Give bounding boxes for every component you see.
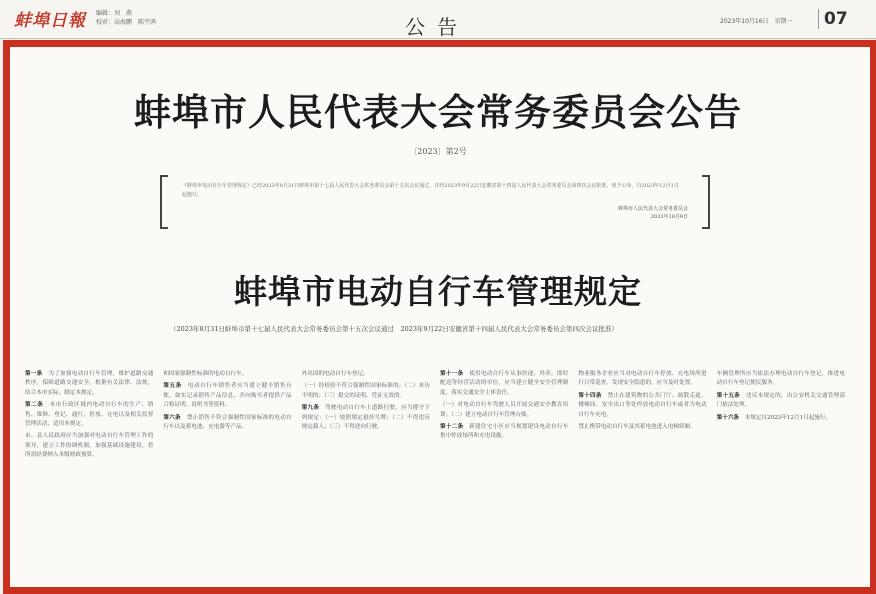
announcement-title: 蚌埠市人民代表大会常务委员会公告 bbox=[134, 90, 742, 134]
editor-credits bbox=[96, 9, 156, 27]
article-text: 禁止销售不符合强制性国家标准的电动自行车以及蓄电池、充电器等产品。 bbox=[163, 414, 292, 431]
regulation-paragraph bbox=[25, 370, 153, 398]
regulation-paragraph bbox=[440, 370, 568, 398]
regulation-paragraph bbox=[163, 382, 291, 410]
article-text: （一）经检验不符合强制性国家标准的；（二）来历不明的；（三）提交的证明、凭证无效的。 bbox=[301, 383, 430, 399]
article-number: 第二条 bbox=[25, 402, 50, 409]
regulation-paragraph bbox=[25, 432, 153, 460]
article-text: 车辆管理所应当依法办理电动自行车登记，推进电动自行车登记便民服务。 bbox=[716, 371, 845, 387]
regulation-column bbox=[578, 370, 706, 570]
regulation-paragraph bbox=[440, 401, 568, 420]
article-text: 市、县人民政府应当加强对电动自行车管理工作的领导，建立工作协调机制，加强基础设施建设，将所需经费纳入本级财政预算。 bbox=[25, 433, 154, 459]
article-text: 驾驶电动自行车上道路行驶，应当遵守下列规定：（一）按照规定悬挂号牌；（二）不得违反规定载人；（三）不得逆向行驶。 bbox=[301, 405, 430, 431]
article-number: 第五条 bbox=[163, 383, 188, 390]
regulation-paragraph bbox=[440, 423, 568, 442]
regulation-paragraph bbox=[578, 423, 706, 432]
regulation-paragraph bbox=[578, 370, 706, 389]
article-number: 第十六条 bbox=[716, 414, 745, 421]
regulation-paragraph bbox=[25, 401, 153, 429]
announcement-number: 〔2023〕第2号 bbox=[409, 147, 467, 156]
article-text: 禁止携带电动自行车及其蓄电池进入电梯轿厢。 bbox=[578, 424, 696, 431]
bracket-left bbox=[160, 175, 168, 229]
article-text: 本市行政区域内电动自行车的生产、销售、维修、登记、通行、停放、充电以及相关监督管理活动，适用本规定。 bbox=[25, 402, 154, 428]
announcement-signer: 蚌埠市人民代表大会常务委员会 bbox=[617, 206, 688, 212]
regulation-paragraph bbox=[302, 382, 430, 401]
article-number: 第十一条 bbox=[439, 371, 470, 377]
article-number: 第六条 bbox=[163, 414, 187, 421]
page-number: 07 bbox=[818, 9, 848, 29]
article-text: 禁止在建筑物的公共门厅、疏散走道、楼梯间、安全出口等处停放电动自行车或者为电动自行车充电。 bbox=[578, 392, 707, 418]
regulation-column bbox=[25, 370, 153, 570]
article-text: 为了加强电动自行车管理，维护道路交通秩序，保障道路交通安全，根据有关法律、法规，结合本市实际，制定本规定。 bbox=[25, 371, 154, 396]
editor-line: 编辑：刘 燕 bbox=[96, 10, 133, 17]
article-text: 电动自行车销售者应当建立健全销售台账，如实记录销售产品信息，并向购买者提供产品合格证明、说明书等资料。 bbox=[163, 383, 292, 409]
issue-date: 2023年10月16日 星期一 bbox=[720, 18, 793, 25]
regulation-paragraph bbox=[163, 370, 291, 379]
announcement-sign-date: 2023年10月9日 bbox=[650, 214, 688, 220]
article-text: 和国家强制性标准的电动自行车。 bbox=[163, 371, 248, 377]
proof-line: 校对：高海鹏 陈宇鸿 bbox=[96, 19, 157, 26]
article-number: 第十四条 bbox=[578, 392, 608, 399]
regulation-column bbox=[717, 370, 845, 570]
regulation-title: 蚌埠市电动自行车管理规定 bbox=[234, 272, 642, 311]
announcement-body: 《蚌埠市电动自行车管理规定》已经2023年8月31日蚌埠市第十七届人民代表大会常务委员会第十五次会议通过，并经2023年9月22日安徽省第十四届人民代表大会常务委员会第四次会议批准，现予公布，自2023年12月1日起施行。 bbox=[182, 183, 679, 198]
regulation-paragraph bbox=[717, 392, 845, 411]
article-number: 第十二条 bbox=[439, 424, 470, 431]
announcement-signature bbox=[618, 205, 688, 221]
regulation-body bbox=[25, 370, 845, 570]
article-text: 使用电动自行车从事快递、外卖、即时配送等经营活动的单位，应当建立健全安全管理制度，落实交通安全主体责任。 bbox=[439, 371, 569, 396]
newspaper-masthead bbox=[0, 0, 876, 39]
regulation-paragraph bbox=[302, 370, 430, 379]
article-text: 违反本规定的，由公安机关交通管理部门依法处理。 bbox=[716, 392, 845, 409]
article-text: 本规定自2023年12月1日起施行。 bbox=[744, 414, 832, 421]
article-number: 第九条 bbox=[301, 405, 326, 412]
bracket-right bbox=[702, 175, 710, 229]
regulation-paragraph bbox=[302, 404, 430, 432]
newspaper-logo: 蚌埠日報 bbox=[14, 11, 86, 31]
article-text: 新建住宅小区应当规划建设电动自行车集中停放场所和充电设施。 bbox=[439, 424, 569, 440]
regulation-column bbox=[440, 370, 568, 570]
announcement-box bbox=[160, 175, 710, 225]
article-number: 第十五条 bbox=[716, 392, 746, 399]
regulation-adoption-note: （2023年8月31日蚌埠市第十七届人民代表大会常务委员会第十五次会议通过 2023年9月22日安徽省第十四届人民代表大会常务委员会第四次会议批准） bbox=[170, 325, 618, 333]
regulation-paragraph bbox=[717, 414, 845, 423]
regulation-paragraph bbox=[717, 370, 845, 389]
regulation-column bbox=[302, 370, 430, 570]
regulation-column bbox=[163, 370, 291, 570]
article-text: 物业服务企业应当对电动自行车停放、充电场所进行日常巡查，发现安全隐患的，应当及时处置。 bbox=[578, 371, 707, 387]
article-text: （一）对电动自行车驾驶人员开展交通安全教育培训；（二）建立电动自行车管理台账。 bbox=[439, 402, 569, 418]
regulation-paragraph bbox=[163, 414, 291, 433]
regulation-paragraph bbox=[578, 392, 706, 420]
article-number: 第一条 bbox=[25, 371, 49, 377]
article-text: 外出国的电动自行车登记。 bbox=[301, 371, 369, 377]
section-title: 公告 bbox=[405, 15, 469, 39]
